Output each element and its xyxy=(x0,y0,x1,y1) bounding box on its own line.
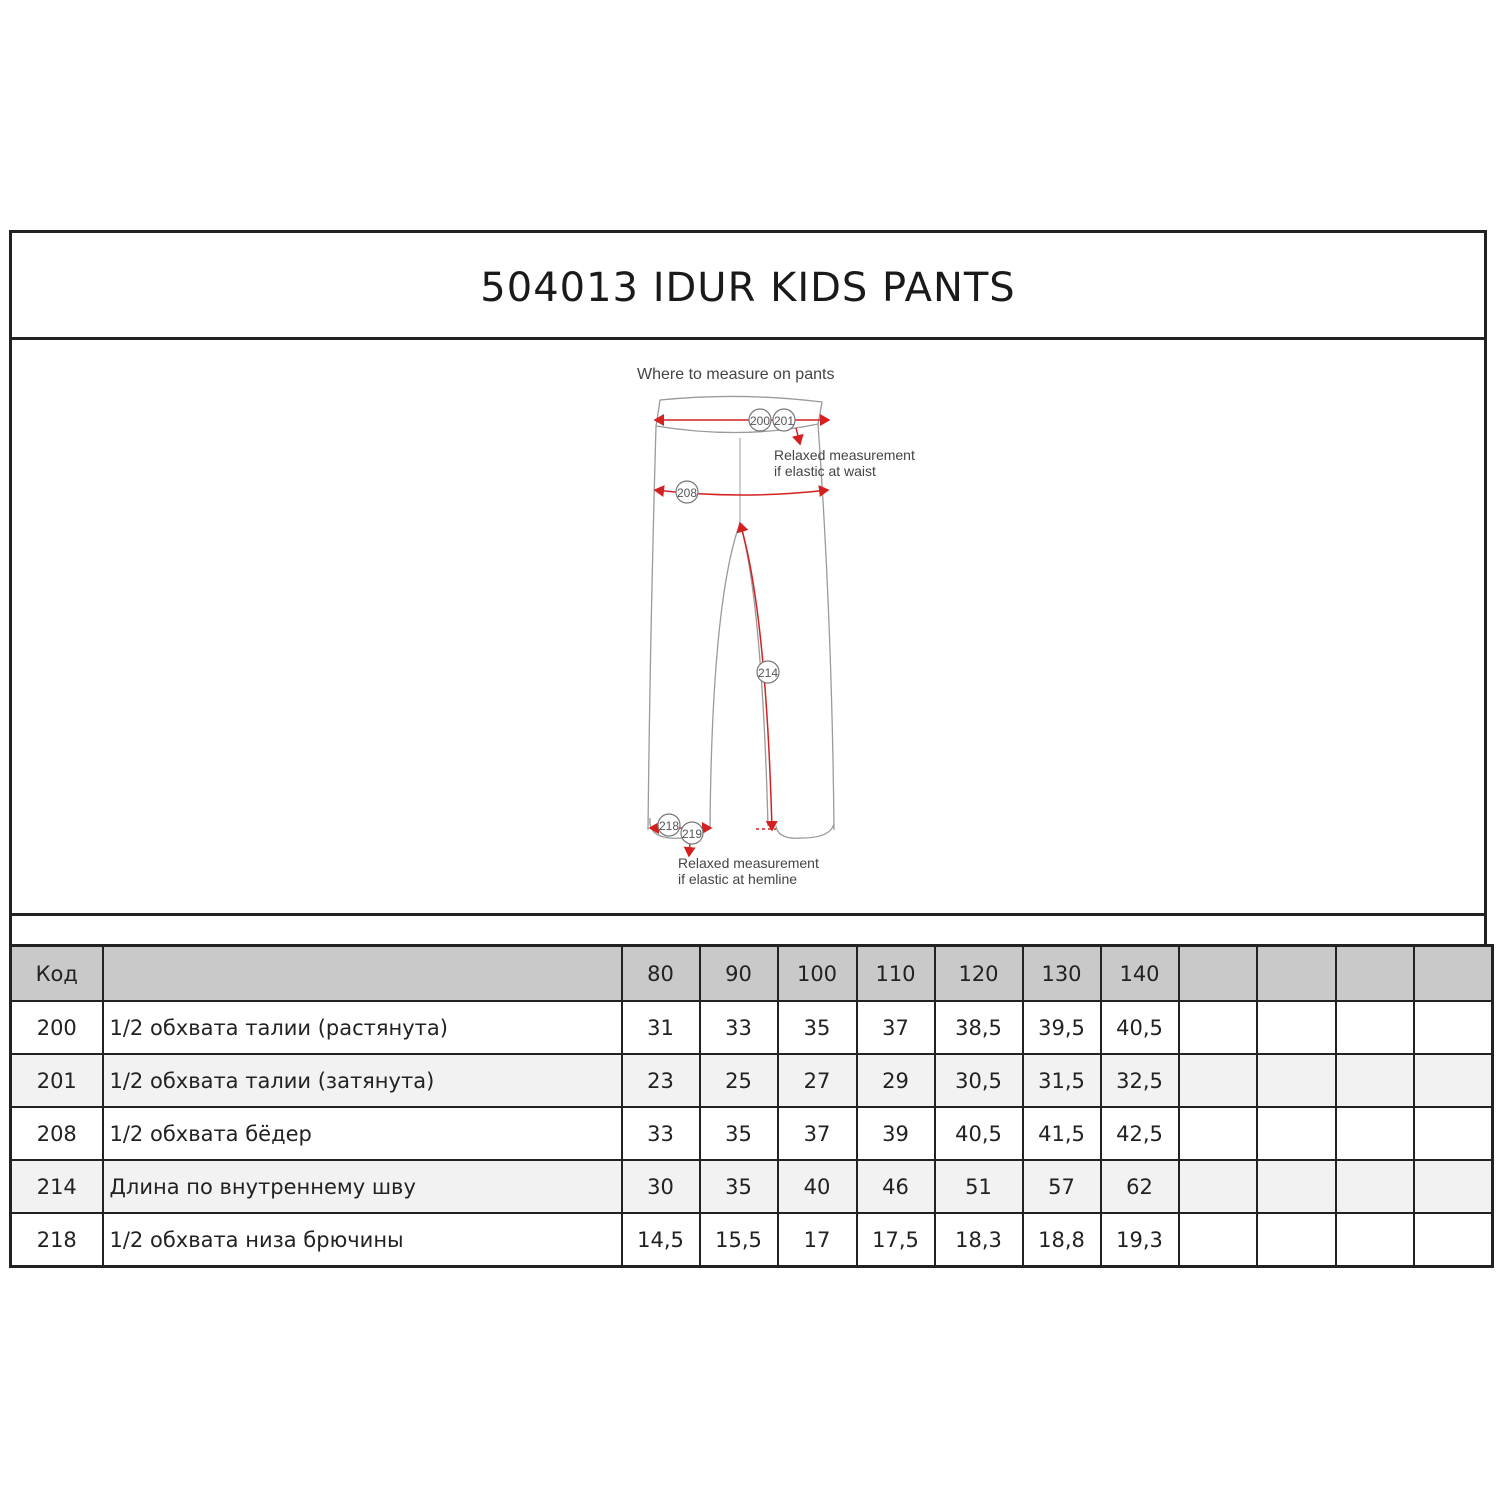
row-value xyxy=(1179,1213,1257,1267)
size-header xyxy=(1179,946,1257,1002)
row-value xyxy=(1257,1160,1336,1213)
marker-208 xyxy=(676,481,698,503)
row-value: 42,5 xyxy=(1101,1107,1179,1160)
svg-text:214: 214 xyxy=(757,666,779,680)
size-header: 100 xyxy=(778,946,857,1002)
row-value: 51 xyxy=(935,1160,1023,1213)
table-row xyxy=(11,1213,1493,1267)
marker-214 xyxy=(757,661,779,683)
size-header: 80 xyxy=(622,946,700,1002)
table-row xyxy=(11,1160,1493,1213)
row-value xyxy=(1179,1054,1257,1107)
row-value: 30,5 xyxy=(935,1054,1023,1107)
marker-219 xyxy=(681,822,703,844)
row-code: 218 xyxy=(11,1213,103,1267)
row-value: 17 xyxy=(778,1213,857,1267)
row-value xyxy=(1179,1107,1257,1160)
size-header: 110 xyxy=(857,946,935,1002)
row-value: 18,8 xyxy=(1023,1213,1101,1267)
row-value: 62 xyxy=(1101,1160,1179,1213)
row-value: 35 xyxy=(700,1160,778,1213)
row-value: 14,5 xyxy=(622,1213,700,1267)
row-value xyxy=(1414,1107,1493,1160)
table-row xyxy=(11,1001,1493,1054)
row-value xyxy=(1414,1001,1493,1054)
size-header: 130 xyxy=(1023,946,1101,1002)
size-header xyxy=(1257,946,1336,1002)
waist-note-line1: Relaxed measurement xyxy=(774,447,915,463)
row-value: 40 xyxy=(778,1160,857,1213)
row-value: 39,5 xyxy=(1023,1001,1101,1054)
size-header: 90 xyxy=(700,946,778,1002)
row-value: 19,3 xyxy=(1101,1213,1179,1267)
right-outer-seam xyxy=(818,424,834,830)
row-value xyxy=(1414,1160,1493,1213)
waist-note-line2: if elastic at waist xyxy=(774,463,876,479)
right-cuff-outline xyxy=(776,824,834,838)
row-value: 32,5 xyxy=(1101,1054,1179,1107)
row-value xyxy=(1414,1213,1493,1267)
row-value xyxy=(1336,1054,1414,1107)
row-value xyxy=(1414,1054,1493,1107)
row-value: 31 xyxy=(622,1001,700,1054)
row-value: 40,5 xyxy=(1101,1001,1179,1054)
row-value xyxy=(1336,1160,1414,1213)
marker-200 xyxy=(749,409,771,431)
row-code: 208 xyxy=(11,1107,103,1160)
row-value: 25 xyxy=(700,1054,778,1107)
row-description: 1/2 обхвата талии (растянута) xyxy=(103,1001,622,1054)
row-code: 201 xyxy=(11,1054,103,1107)
row-value xyxy=(1336,1001,1414,1054)
measurement-diagram-area xyxy=(12,340,1484,916)
row-value: 37 xyxy=(857,1001,935,1054)
row-value: 40,5 xyxy=(935,1107,1023,1160)
row-value: 29 xyxy=(857,1054,935,1107)
row-value: 33 xyxy=(700,1001,778,1054)
row-value: 18,3 xyxy=(935,1213,1023,1267)
row-code: 200 xyxy=(11,1001,103,1054)
row-value: 33 xyxy=(622,1107,700,1160)
row-value xyxy=(1257,1054,1336,1107)
row-value xyxy=(1257,1107,1336,1160)
row-value xyxy=(1179,1160,1257,1213)
left-outer-seam xyxy=(648,426,656,830)
size-chart-frame xyxy=(9,230,1487,913)
size-header xyxy=(1336,946,1414,1002)
code-header: Код xyxy=(11,946,103,1002)
row-description: Длина по внутреннему шву xyxy=(103,1160,622,1213)
row-value xyxy=(1257,1213,1336,1267)
waist-note-arrow xyxy=(796,428,800,444)
row-value xyxy=(1336,1107,1414,1160)
table-header-row xyxy=(11,946,1493,1002)
row-value: 35 xyxy=(700,1107,778,1160)
row-value xyxy=(1336,1213,1414,1267)
table-row xyxy=(11,1054,1493,1107)
pants-measurement-diagram xyxy=(12,340,1484,916)
table-row xyxy=(11,1107,1493,1160)
svg-text:219: 219 xyxy=(681,827,703,841)
row-value: 57 xyxy=(1023,1160,1101,1213)
row-description: 1/2 обхвата бёдер xyxy=(103,1107,622,1160)
size-header: 140 xyxy=(1101,946,1179,1002)
row-value: 23 xyxy=(622,1054,700,1107)
row-code: 214 xyxy=(11,1160,103,1213)
row-description: 1/2 обхвата низа брючины xyxy=(103,1213,622,1267)
row-description: 1/2 обхвата талии (затянута) xyxy=(103,1054,622,1107)
row-value: 38,5 xyxy=(935,1001,1023,1054)
row-value: 17,5 xyxy=(857,1213,935,1267)
row-value: 46 xyxy=(857,1160,935,1213)
hem-note-line1: Relaxed measurement xyxy=(678,855,819,871)
marker-218 xyxy=(658,814,680,836)
row-value: 37 xyxy=(778,1107,857,1160)
spacer-row xyxy=(9,913,1487,945)
row-value xyxy=(1257,1001,1336,1054)
row-value: 27 xyxy=(778,1054,857,1107)
size-header xyxy=(1414,946,1493,1002)
svg-text:201: 201 xyxy=(773,414,795,428)
row-value: 35 xyxy=(778,1001,857,1054)
row-value: 31,5 xyxy=(1023,1054,1101,1107)
description-header xyxy=(103,946,622,1002)
product-title: 504013 IDUR KIDS PANTS xyxy=(480,265,1016,311)
hem-note-line2: if elastic at hemline xyxy=(678,871,798,887)
row-value: 30 xyxy=(622,1160,700,1213)
row-value: 41,5 xyxy=(1023,1107,1101,1160)
svg-text:208: 208 xyxy=(676,486,698,500)
svg-text:218: 218 xyxy=(658,819,680,833)
size-table xyxy=(9,944,1494,1268)
row-value xyxy=(1179,1001,1257,1054)
title-row xyxy=(12,233,1484,340)
row-value: 15,5 xyxy=(700,1213,778,1267)
row-value: 39 xyxy=(857,1107,935,1160)
diagram-heading: Where to measure on pants xyxy=(637,366,835,383)
marker-201 xyxy=(773,409,795,431)
svg-text:200: 200 xyxy=(749,414,771,428)
size-header: 120 xyxy=(935,946,1023,1002)
waistband-outline xyxy=(656,396,822,432)
